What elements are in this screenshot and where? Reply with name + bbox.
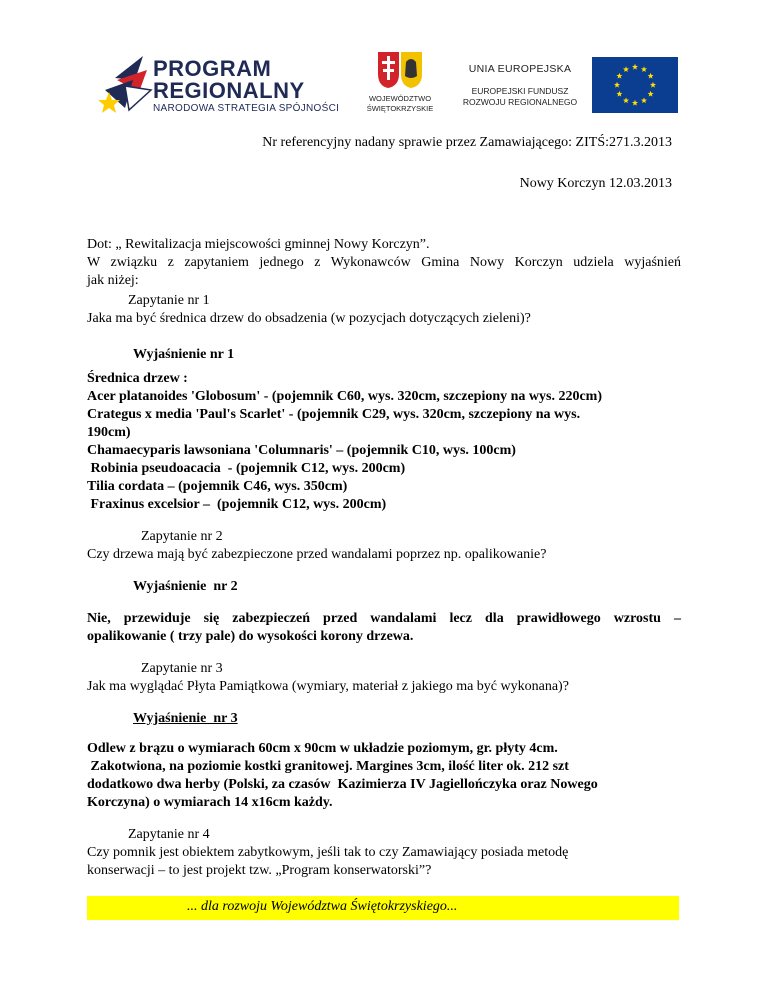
a1-heading: Wyjaśnienie nr 1 [133,347,235,362]
a1-line: Robinia pseudoacacia - (pojemnik C12, wys. 200cm) [87,461,406,476]
a1-line: Acer platanoides 'Globosum' - (pojemnik C60, wys. 320cm, szczepiony na wys. 220cm) [87,389,603,404]
coat-of-arms-icon [375,50,425,90]
a3-line: dodatkowo dwa herby (Polski, za czasów Kazimierza IV Jagiellończyka oraz Nowego [87,777,598,792]
q4-line2: konserwacji – to jest projekt tzw. „Program konserwatorski”? [87,863,432,878]
voivodeship-line1: WOJEWÓDZTWO [368,94,432,103]
place-date: Nowy Korczyn 12.03.2013 [519,176,672,191]
eu-flag-icon [592,57,678,113]
intro-line1: W związku z zapytaniem jednego z Wykonawców Gmina Nowy Korczyn udziela wyjaśnień [87,255,681,270]
a1-line: Crategus x media 'Paul's Scarlet' - (pojemnik C29, wys. 320cm, szczepiony na wys. [87,407,581,422]
footer-banner [87,896,679,920]
q4-heading: Zapytanie nr 4 [128,827,210,842]
a1-line: 190cm) [87,425,131,440]
a1-line: Średnica drzew : [87,371,188,386]
intro-line2: jak niżej: [87,273,139,288]
eu-title: UNIA EUROPEJSKA [468,63,572,75]
a2-heading: Wyjaśnienie nr 2 [133,579,238,594]
a3-line: Korczyna) o wymiarach 14 x16cm każdy. [87,795,333,810]
a3-line: Odlew z brązu o wymiarach 60cm x 90cm w układzie poziomym, gr. płyty 4cm. [87,741,558,756]
a2-line1: Nie, przewiduje się zabezpieczeń przed wandalami lecz dla prawidłowego wzrostu – [87,611,681,626]
voivodeship-logo [355,50,445,116]
reference-number: Nr referencyjny nadany sprawie przez Zamawiającego: ZITŚ:271.3.2013 [262,135,672,150]
program-tagline: NARODOWA STRATEGIA SPÓJNOŚCI [153,103,340,114]
eu-logo [460,55,685,115]
q2-heading: Zapytanie nr 2 [141,529,223,544]
a1-line: Fraxinus excelsior – (pojemnik C12, wys. 200cm) [87,497,387,512]
program-star-emblem-icon [95,50,157,116]
q4-line1: Czy pomnik jest obiektem zabytkowym, jeśli tak to czy Zamawiający posiada metodę [87,845,569,860]
q1-heading: Zapytanie nr 1 [128,293,210,308]
q1-text: Jaka ma być średnica drzew do obsadzenia (w pozycjach dotyczących zieleni)? [87,311,531,326]
a2-line2: opalikowanie ( trzy pale) do wysokości korony drzewa. [87,629,414,644]
eu-fund-line2: ROZWOJU REGIONALNEGO [462,97,578,107]
subject-line: Dot: „ Rewitalizacja miejscowości gminnej Nowy Korczyn”. [87,237,430,252]
q2-text: Czy drzewa mają być zabezpieczone przed wandalami poprzez np. opalikowanie? [87,547,547,562]
a3-heading: Wyjaśnienie nr 3 [133,711,238,726]
program-title: PROGRAM [153,56,272,81]
a1-line: Chamaecyparis lawsoniana 'Columnaris' – (pojemnik C10, wys. 100cm) [87,443,516,458]
program-regionalny-logo [95,50,340,120]
q3-text: Jak ma wyglądać Płyta Pamiątkowa (wymiary, materiał z jakiego ma być wykonana)? [87,679,569,694]
a1-line: Tilia cordata – (pojemnik C46, wys. 350cm) [87,479,348,494]
eu-fund-line1: EUROPEJSKI FUNDUSZ [471,86,569,96]
q3-heading: Zapytanie nr 3 [141,661,223,676]
voivodeship-line2: ŚWIĘTOKRZYSKIE [366,104,434,113]
a3-line: Zakotwiona, na poziomie kostki granitowej. Margines 3cm, ilość liter ok. 212 szt [87,759,569,774]
program-subtitle: REGIONALNY [153,78,305,103]
footer-text: ... dla rozwoju Województwa Świętokrzyskiego... [187,899,458,914]
